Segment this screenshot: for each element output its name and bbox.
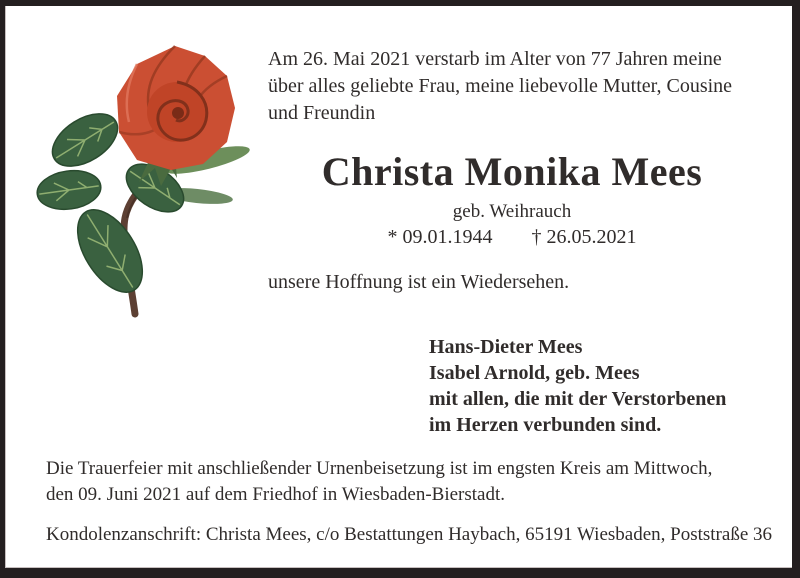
condolence-address: Kondolenzanschrift: Christa Mees, c/o Bestattungen Haybach, 65191 Wiesbaden, Poststraße 36	[46, 524, 772, 545]
mourner-line: Isabel Arnold, geb. Mees	[429, 362, 640, 384]
intro-line: und Freundin	[268, 102, 376, 124]
deceased-name: Christa Monika Mees	[321, 149, 703, 194]
death-date: † 26.05.2021	[531, 226, 637, 248]
hope-line: unsere Hoffnung ist ein Wiedersehen.	[268, 271, 570, 293]
funeral-line: den 09. Juni 2021 auf dem Friedhof in Wiesbaden-Bierstadt.	[46, 484, 506, 505]
funeral-info	[46, 456, 772, 508]
rose-icon	[25, 18, 255, 320]
mourners-block	[429, 334, 769, 438]
mourner-line: Hans-Dieter Mees	[429, 336, 583, 358]
life-dates	[264, 226, 760, 249]
maiden-name: geb. Weihrauch	[452, 201, 572, 222]
mourner-line: im Herzen verbunden sind.	[429, 414, 662, 436]
funeral-line: Die Trauerfeier mit anschließender Urnenbeisetzung ist im engsten Kreis am Mittwoch,	[46, 458, 713, 479]
rose-image	[25, 18, 255, 320]
intro-line: Am 26. Mai 2021 verstarb im Alter von 77 Jahren meine	[268, 48, 722, 70]
mourner-line: mit allen, die mit der Verstorbenen	[429, 388, 727, 410]
intro-line: über alles geliebte Frau, meine liebevolle Mutter, Cousine	[268, 75, 733, 97]
intro-paragraph	[268, 46, 768, 127]
birth-date: * 09.01.1944	[387, 226, 493, 248]
